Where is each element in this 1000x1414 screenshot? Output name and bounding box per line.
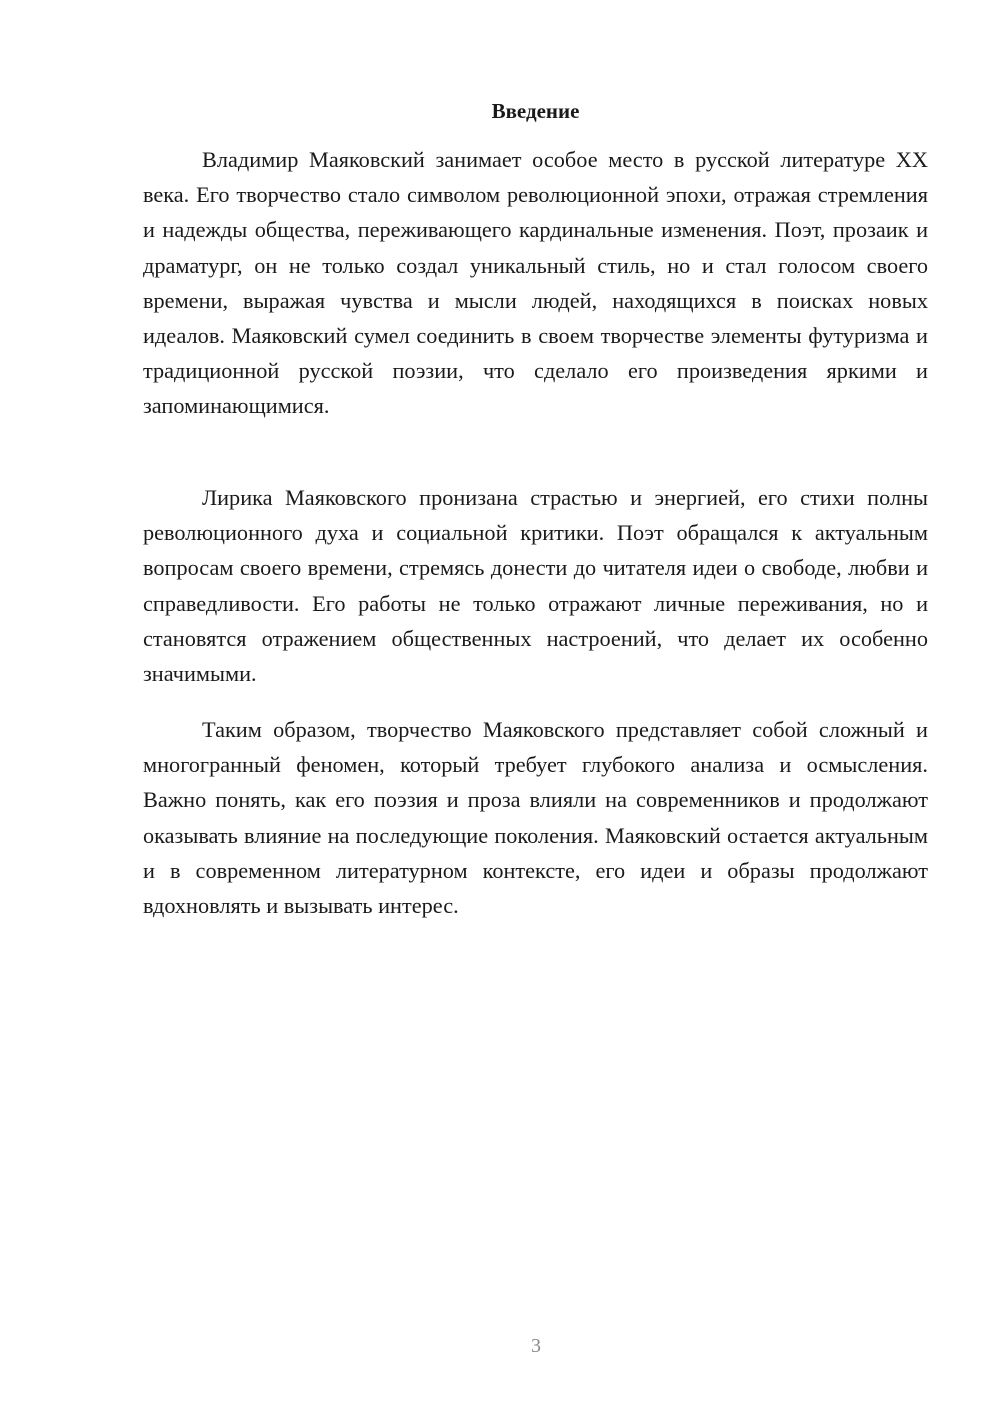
- paragraph-2: Лирика Маяковского пронизана страстью и энергией, его стихи полны революционного духа и социальной критики. Поэт обращался к актуальным вопросам своего времени, стремясь донести до читателя идеи о свободе, любви и справедливости. Его работы не только отражают личные переживания, но и становятся отражением общественных настроений, что делает их особенно значимыми.: [143, 485, 928, 687]
- paragraph-3: Таким образом, творчество Маяковского представляет собой сложный и многогранный феномен, который требует глубокого анализа и осмысления. Важно понять, как его поэзия и проза влияли на современников и продолжают оказывать влияние на последующие поколения. Маяковский остается актуальным и в современном литературном контексте, его идеи и образы продолжают вдохновлять и вызывать интерес.: [143, 717, 928, 919]
- page-number: 3: [531, 1335, 541, 1357]
- paragraph-1: Владимир Маяковский занимает особое место в русской литературе XX века. Его творчество стало символом революционной эпохи, отражая стремления и надежды общества, переживающего кардинальные изменения. Поэт, прозаик и драматург, он не только создал уникальный стиль, но и стал голосом своего времени, выражая чувства и мысли людей, находящихся в поисках новых идеалов. Маяковский сумел соединить в своем творчестве элементы футуризма и традиционной русской поэзии, что сделало его произведения яркими и запоминающимися.: [143, 147, 928, 419]
- section-heading: Введение: [491, 99, 580, 123]
